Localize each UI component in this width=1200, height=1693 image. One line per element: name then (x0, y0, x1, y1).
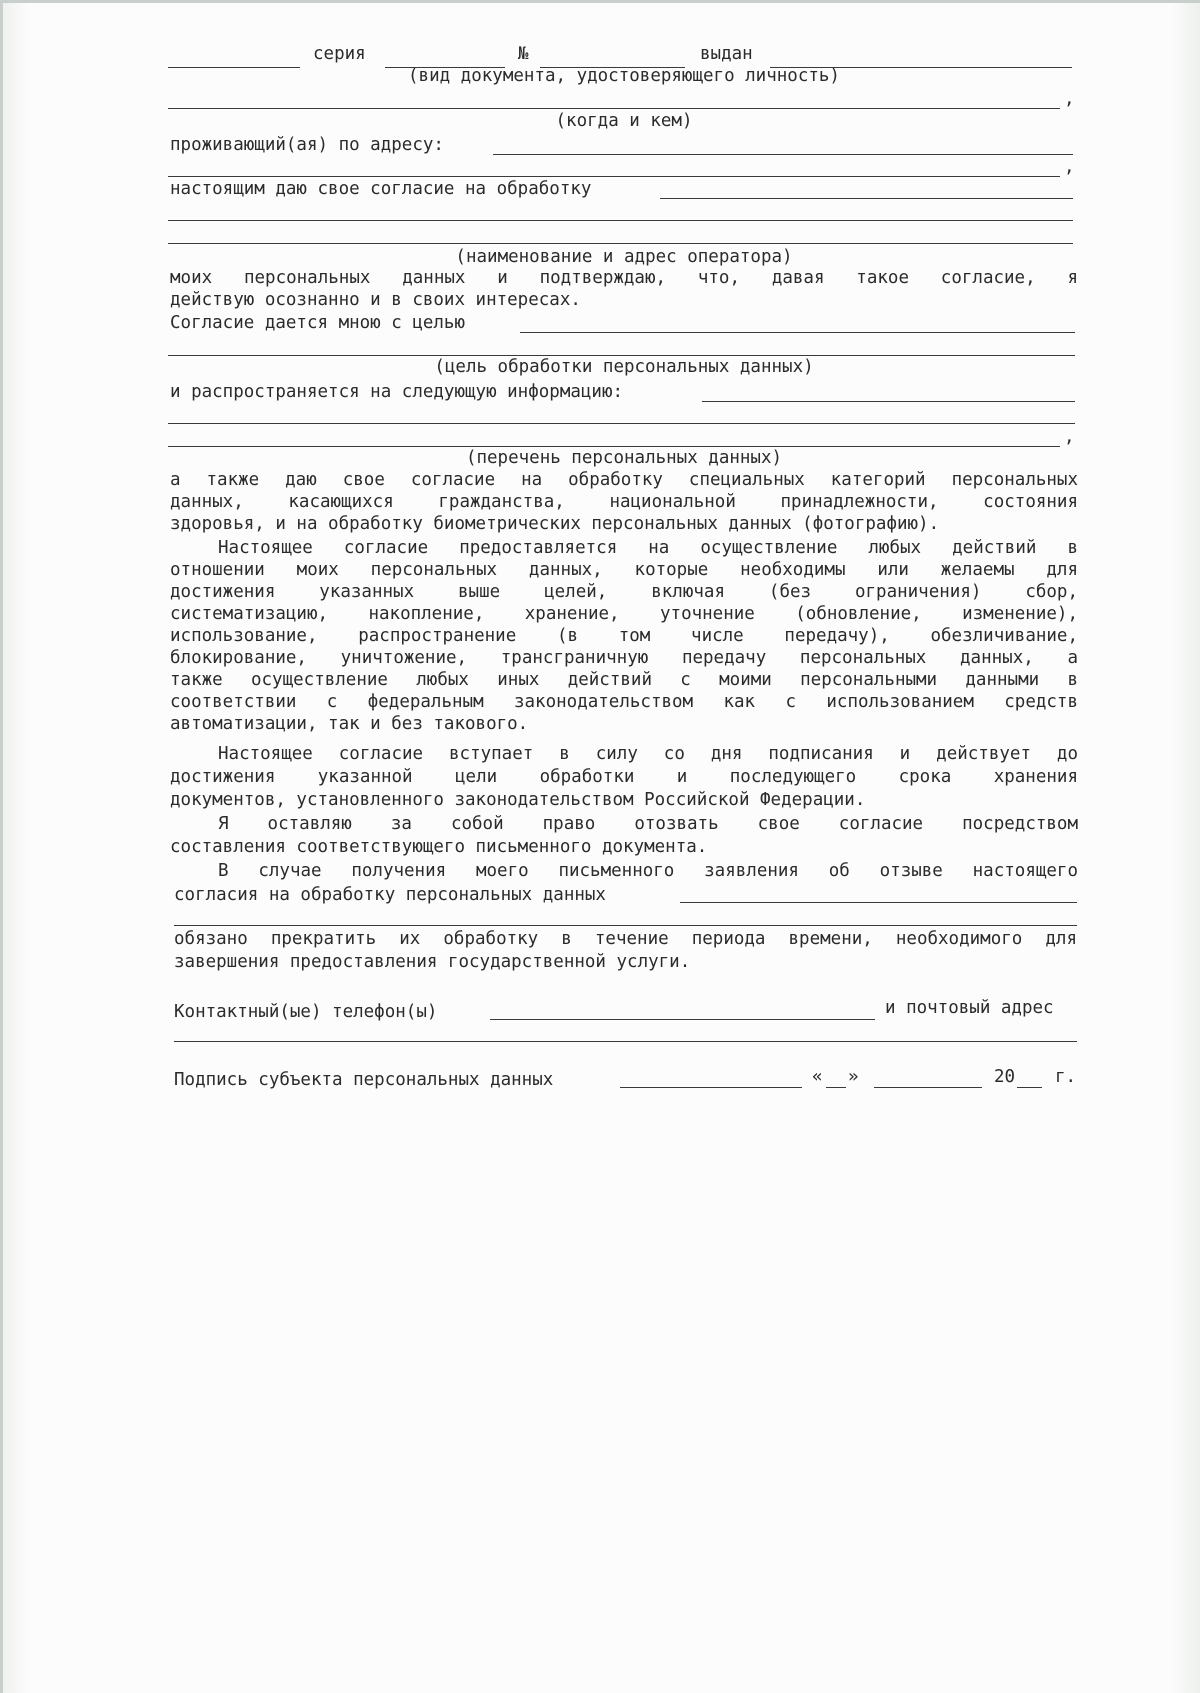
address-field[interactable] (493, 154, 1073, 155)
info-field-2[interactable] (168, 423, 1075, 424)
contact-label: Контактный(ые) телефон(ы) (174, 1002, 438, 1022)
phone-field[interactable] (490, 1019, 875, 1020)
number-label: № (518, 44, 529, 64)
para4-line-4: завершения предоставления государственной услуги. (174, 952, 691, 972)
signature-field[interactable] (620, 1087, 802, 1088)
info-caption: (перечень персональных данных) (465, 448, 783, 468)
para2-line-1: Настоящее согласие вступает в силу со дня подписания и действует до (218, 744, 1078, 764)
para1-line-4: систематизацию, накопление, хранение, уточнение (обновление, изменение), (170, 604, 1078, 624)
para1-line-2: отношении моих персональных данных, которые необходимы или желаемы для (170, 560, 1078, 580)
purpose-label: Согласие дается мною с целью (170, 313, 466, 333)
purpose-field[interactable] (520, 332, 1075, 333)
year-suffix: г. (1055, 1067, 1077, 1087)
comma-mark-3: , (1064, 427, 1075, 447)
year-field[interactable] (1017, 1087, 1042, 1088)
doc-type-caption: (вид документа, удостоверяющего личность) (408, 66, 840, 86)
para3-line-2: составления соответствующего письменного документа. (170, 837, 708, 857)
para2-line-2: достижения указанной цели обработки и последующего срока хранения (170, 767, 1078, 787)
para1-line-7: также осуществление любых иных действий с моими персональными данными в (170, 670, 1078, 690)
address-field-2[interactable] (168, 176, 1060, 177)
para1-line-5: использование, распространение (в том числе передачу), обезличивание, (170, 626, 1078, 646)
info-label: и распространяется на следующую информацию: (170, 382, 624, 402)
quote-close: » (848, 1067, 859, 1087)
consent-label: настоящим даю свое согласие на обработку (170, 179, 592, 199)
comma-mark: , (1064, 89, 1075, 109)
para1-line-8: соответствии с федеральным законодательством как с использованием средств (170, 692, 1078, 712)
signature-label: Подпись субъекта персональных данных (174, 1070, 554, 1090)
operator-field-3[interactable] (168, 243, 1073, 244)
confirm-line-2: действую осознанно и в своих интересах. (170, 290, 581, 310)
special-line-2: данных, касающихся гражданства, национальной принадлежности, состояния (170, 492, 1078, 512)
para2-line-3: документов, установленного законодательством Российской Федерации. (170, 790, 866, 810)
scan-edge-top (0, 0, 1200, 3)
seriya-label: серия (313, 44, 366, 64)
revocation-field-2[interactable] (174, 925, 1077, 926)
year-prefix: 20 (994, 1067, 1016, 1087)
operator-caption: (наименование и адрес оператора) (455, 247, 793, 267)
day-field[interactable] (826, 1087, 846, 1088)
operator-field-2[interactable] (168, 220, 1073, 221)
revocation-field[interactable] (680, 902, 1077, 903)
postal-label: и почтовый адрес (885, 998, 1054, 1018)
scan-edge-left (0, 0, 3, 1693)
confirm-line-1: моих персональных данных и подтверждаю, что, давая такое согласие, я (170, 268, 1078, 288)
para1-line-6: блокирование, уничтожение, трансграничную передачу персональных данных, а (170, 648, 1078, 668)
para4-line-3: обязано прекратить их обработку в течение периода времени, необходимого для (174, 929, 1077, 949)
para3-line-1: Я оставляю за собой право отозвать свое согласие посредством (218, 814, 1078, 834)
quote-open: « (812, 1067, 823, 1087)
para1-line-9: автоматизации, так и без такового. (170, 714, 529, 734)
when-by-caption: (когда и кем) (555, 111, 693, 131)
info-field[interactable] (702, 401, 1075, 402)
operator-field[interactable] (660, 198, 1073, 199)
issued-detail-field[interactable] (168, 108, 1060, 109)
postal-field[interactable] (174, 1041, 1077, 1042)
para4-line-1: В случае получения моего письменного заявления об отзыве настоящего (218, 861, 1078, 881)
issued-label: выдан (700, 44, 753, 64)
para1-line-1: Настоящее согласие предоставляется на осуществление любых действий в (218, 538, 1078, 558)
purpose-caption: (цель обработки персональных данных) (434, 357, 814, 377)
special-line-1: а также даю свое согласие на обработку специальных категорий персональных (170, 470, 1078, 490)
para1-line-3: достижения указанных выше целей, включая (без ограничения) сбор, (170, 582, 1078, 602)
month-field[interactable] (874, 1087, 982, 1088)
comma-mark-2: , (1064, 157, 1075, 177)
para4-line-2: согласия на обработку персональных данных (174, 885, 606, 905)
address-label: проживающий(ая) по адресу: (170, 135, 444, 155)
special-line-3: здоровья, и на обработку биометрических персональных данных (фотографию). (170, 514, 940, 534)
